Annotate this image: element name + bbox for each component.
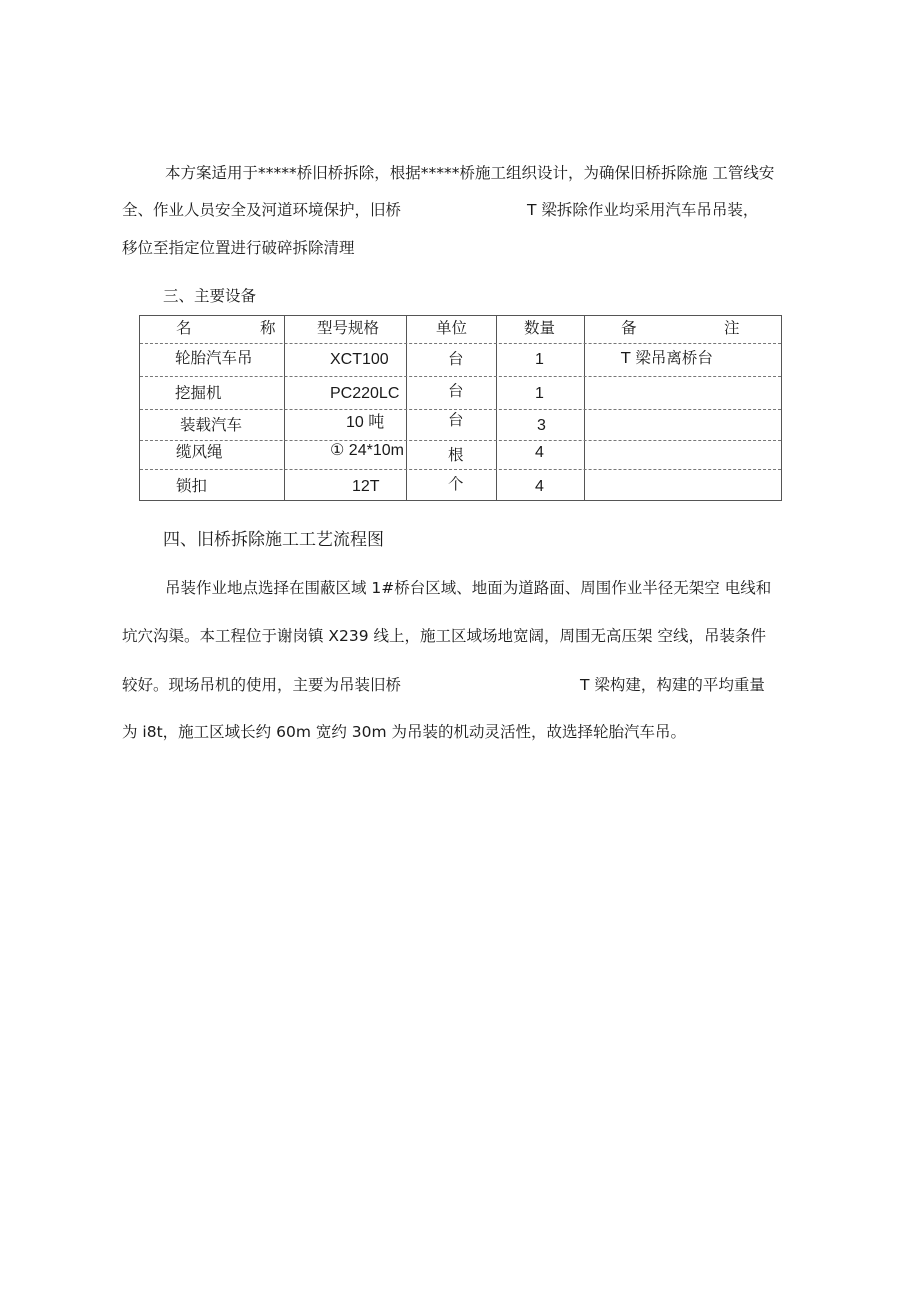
row-1-name: 轮胎汽车吊 [175,349,253,367]
row-5-unit: 个 [448,475,464,493]
intro-line-3: 移位至指定位置进行破碎拆除清理 [122,239,355,257]
table-row-divider [140,440,781,441]
section-3-heading: 三、主要设备 [163,287,257,305]
row-2-qty: 1 [535,385,544,402]
row-1-note: T 梁吊离桥台 [621,349,713,367]
header-note-b: 注 [724,319,740,337]
row-2-name: 挖掘机 [175,384,222,402]
row-1-model: XCT100 [330,351,389,368]
row-3-name: 装载汽车 [180,416,243,434]
header-name-b: 称 [260,319,276,337]
row-4-name: 缆风绳 [176,443,223,461]
header-unit: 单位 [436,319,468,337]
row-3-model: 10 吨 [346,414,385,431]
row-3-qty: 3 [537,417,546,434]
row-4-qty: 4 [535,444,544,461]
intro-line-2b: T 梁拆除作业均采用汽车吊吊装， [527,201,759,219]
table-row-divider [140,469,781,470]
row-5-qty: 4 [535,478,544,495]
header-model: 型号规格 [317,319,380,337]
section-4-line-3b: T 梁构建，构建的平均重量 [580,676,765,694]
row-1-qty: 1 [535,351,544,368]
section-4-line-4: 为 i8t，施工区域长约 60m 宽约 30m 为吊装的机动灵活性，故选择轮胎汽车吊。 [122,723,687,741]
section-4-line-2: 坑穴沟渠。本工程位于谢岗镇 X239 线上，施工区域场地宽阔，周围无高压架 空线，吊装条件 [122,627,766,645]
header-note-a: 备 [621,319,637,337]
intro-line-2a: 全、作业人员安全及河道环境保护，旧桥 [122,201,402,219]
section-4-line-3a: 较好。现场吊机的使用，主要为吊装旧桥 [122,676,402,694]
table-row-divider [140,376,781,377]
intro-line-1: 本方案适用于*****桥旧桥拆除，根据*****桥施工组织设计，为确保旧桥拆除施 工管线安 [165,164,775,182]
section-4-heading: 四、旧桥拆除施工工艺流程图 [163,530,384,550]
row-2-model: PC220LC [330,385,400,402]
row-5-model: 12T [352,478,380,495]
section-4-line-1: 吊装作业地点选择在围蔽区域 1#桥台区域、地面为道路面、周围作业半径无架空 电线和 [165,579,772,597]
header-qty: 数量 [524,319,556,337]
row-2-unit: 台 [448,382,464,400]
row-4-unit: 根 [448,446,464,464]
row-1-unit: 台 [448,350,464,368]
row-4-model: ① 24*10m [330,442,404,459]
header-name-a: 名 [176,319,192,337]
row-3-unit: 台 [448,411,464,429]
table-row-divider [140,343,781,344]
equipment-table [139,315,782,501]
row-5-name: 锁扣 [176,477,208,495]
